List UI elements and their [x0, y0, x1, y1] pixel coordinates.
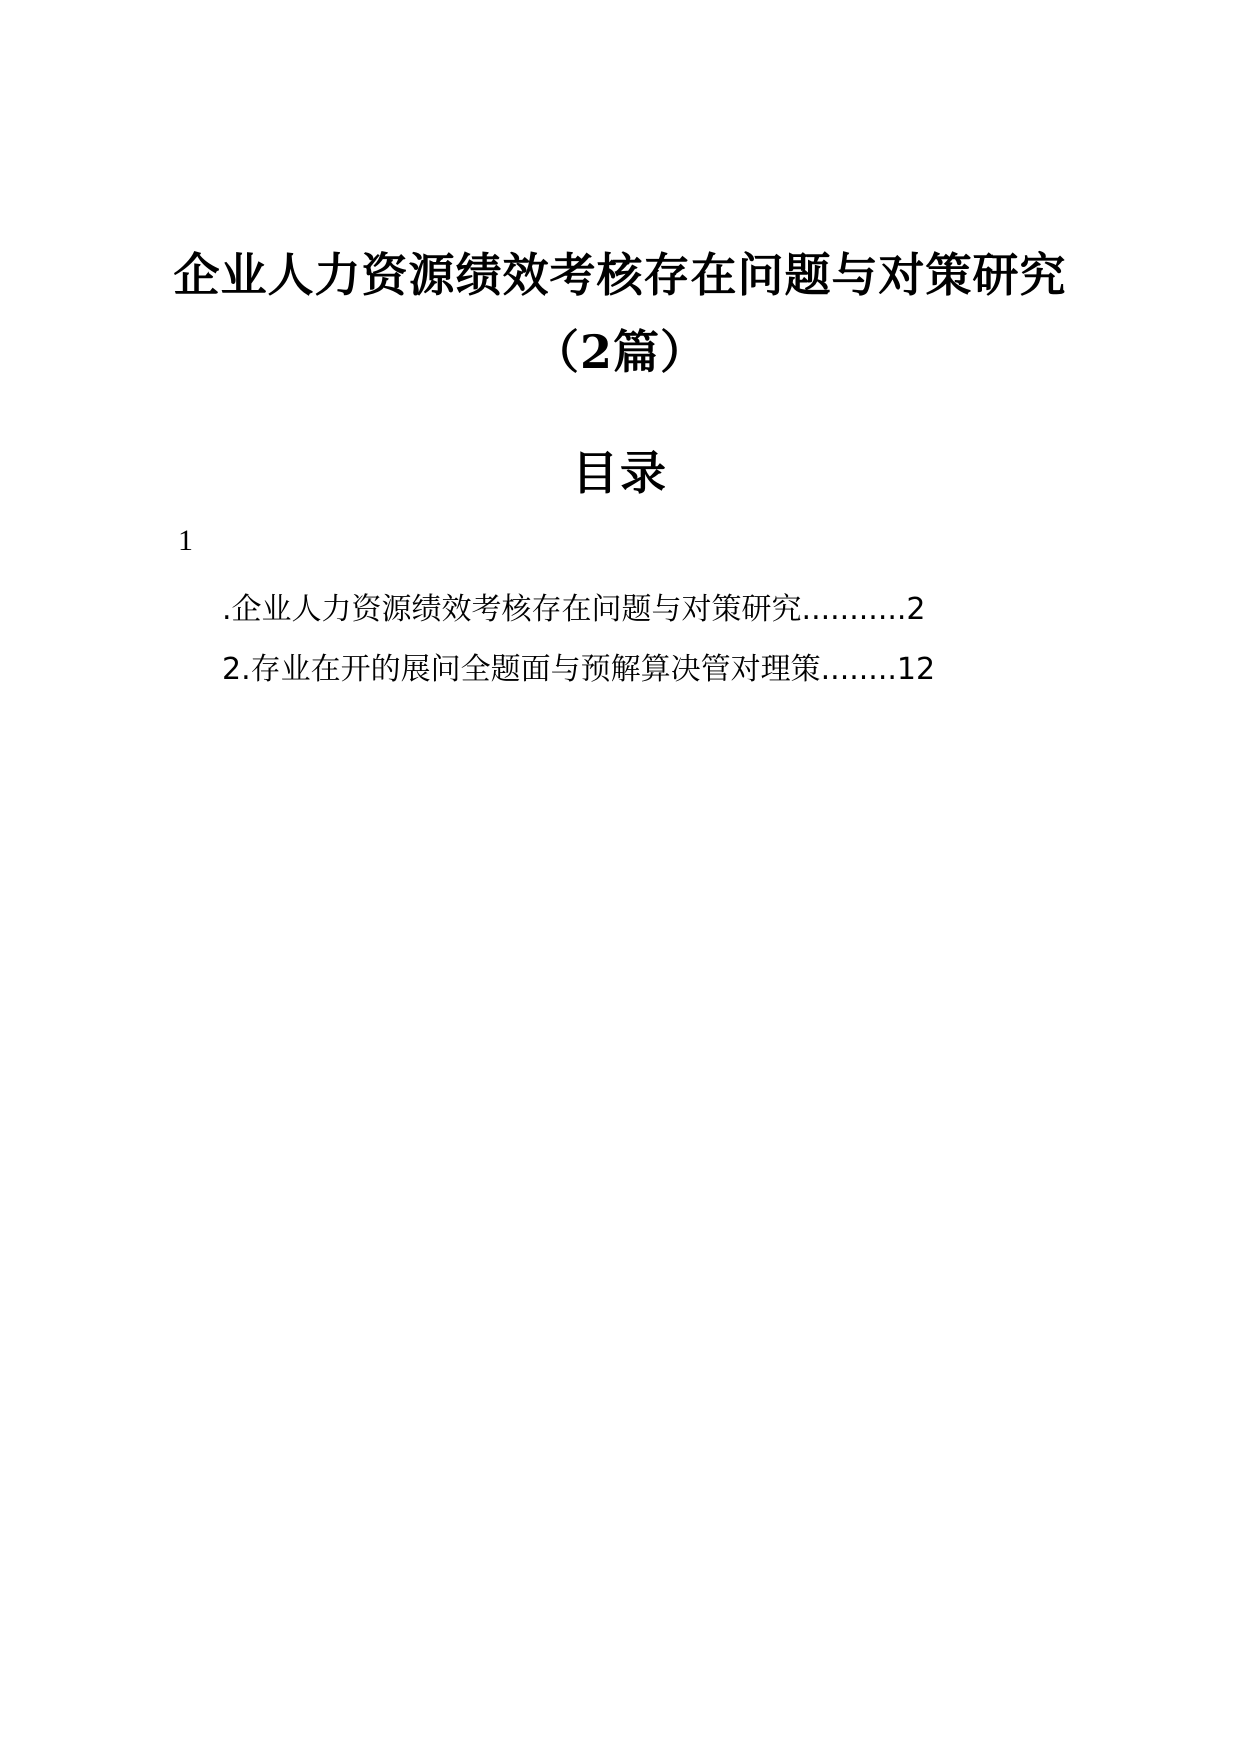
- toc-entry[interactable]: .企业人力资源绩效考核存在问题与对策研究...........2: [222, 592, 926, 627]
- toc-heading: 目录: [572, 446, 668, 500]
- toc-stray-number: 1: [178, 524, 193, 557]
- document-title: 企业人力资源绩效考核存在问题与对策研究: [173, 248, 1067, 302]
- document-subtitle-count: （2篇）: [532, 325, 707, 379]
- table-of-contents: [222, 580, 1042, 700]
- toc-entry[interactable]: 2.存业在开的展问全题面与预解算决管对理策........12: [222, 652, 936, 687]
